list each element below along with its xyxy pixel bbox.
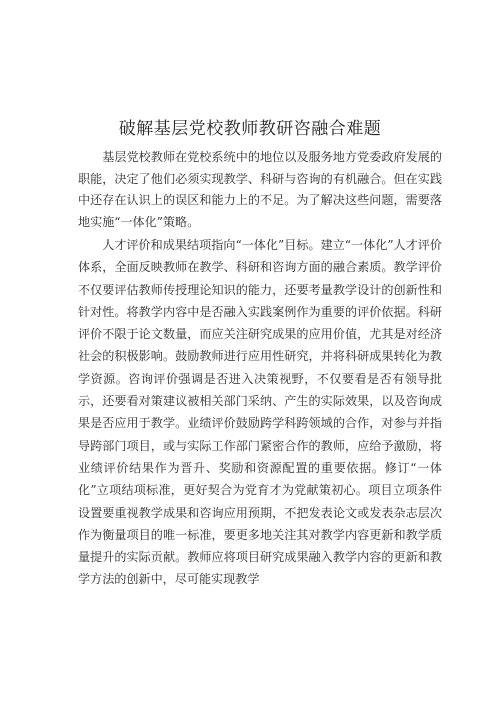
document-title: 破解基层党校教师教研咨融合难题	[118, 119, 382, 139]
paragraph-evaluation: 人才评价和成果结项指向“一体化”目标。建立“一体化”人才评价体系，全面反映教师在教学、科研和咨询方面的融合素质。教学评价不仅要评估教师传授理论知识的能力，还要考量教学设计的创新性和针对性。将教学内容中是否融入实践案例作为重要的评价依据。科研评价不限于论文数量，而应关注研究成果的应用价值，尤其是对经济社会的积极影响。鼓励教师进行应用性研究，并将科研成果转化为教学资源。咨询评价强调是否进入决策视野，不仅要看是否有领导批示，还要看对策建议被相关部门采纳、产生的实际效果，以及咨询成果是否应用于教学。业绩评价鼓励跨学科跨领域的合作，对参与并指导跨部门项目，或与实际工作部门紧密合作的教师，应给予激励，将业绩评价结果作为晋升、奖励和资源配置的重要依据。修订“一体化”立项结项标准，更好契合为党育才为党献策初心。项目立项条件设置要重视教学成果和咨询应用预期，不把发表论文或发表杂志层次作为衡量项目的唯一标准，要更多地关注其对教学内容更新和教学质量提升的实际贡献。教师应将项目研究成果融入教学内容的更新和教学方法的创新中，尽可能实现教学	[78, 238, 442, 587]
paragraph-intro: 基层党校教师在党校系统中的地位以及服务地方党委政府发展的职能，决定了他们必须实现教学、科研与咨询的有机融合。但在实践中还存在认识上的误区和能力上的不足。为了解决这些问题，需要落地实施“一体化”策略。	[78, 150, 442, 229]
